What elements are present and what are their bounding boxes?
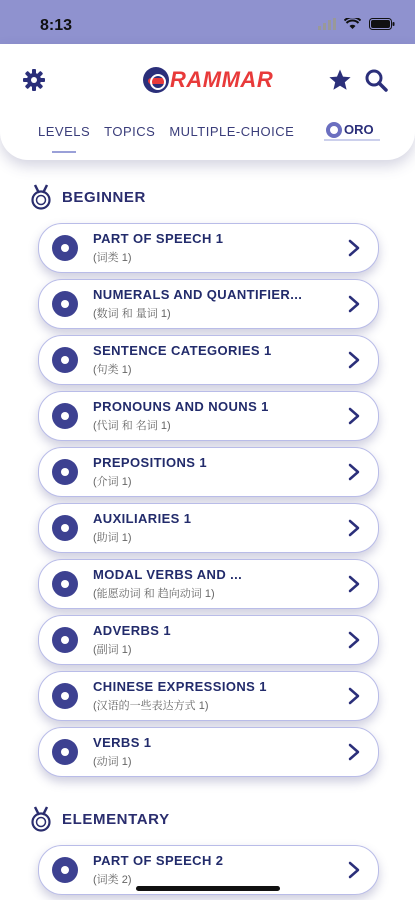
lesson-item[interactable] xyxy=(38,559,379,609)
lesson-subtitle: (词类 2) xyxy=(93,874,132,886)
lesson-disc-icon xyxy=(52,739,78,765)
lesson-item[interactable] xyxy=(38,503,379,553)
lesson-title: CHINESE EXPRESSIONS 1 xyxy=(93,679,267,694)
lesson-subtitle: (副词 1) xyxy=(93,644,132,656)
lesson-item[interactable] xyxy=(38,223,379,273)
chevron-right-icon xyxy=(344,350,364,370)
lesson-subtitle: (汉语的一些表达方式 1) xyxy=(93,700,209,712)
chevron-right-icon xyxy=(344,518,364,538)
section-title: BEGINNER xyxy=(62,188,146,206)
gear-icon xyxy=(22,68,46,92)
tab-levels[interactable]: LEVELS xyxy=(38,124,90,153)
lesson-subtitle: (助词 1) xyxy=(93,532,132,544)
lesson-title: PRONOUNS AND NOUNS 1 xyxy=(93,399,269,414)
search-button[interactable] xyxy=(362,66,390,94)
lesson-subtitle: (介词 1) xyxy=(93,476,132,488)
lesson-subtitle: (句类 1) xyxy=(93,364,132,376)
app-header xyxy=(0,44,415,160)
lesson-item[interactable] xyxy=(38,391,379,441)
lesson-disc-icon xyxy=(52,857,78,883)
tab-multiple-choice[interactable]: MULTIPLE-CHOICE xyxy=(169,124,295,139)
chevron-right-icon xyxy=(344,574,364,594)
lesson-title: PREPOSITIONS 1 xyxy=(93,455,207,470)
chevron-right-icon xyxy=(344,630,364,650)
chevron-right-icon xyxy=(344,294,364,314)
chevron-right-icon xyxy=(344,462,364,482)
chevron-right-icon xyxy=(344,238,364,258)
lesson-item[interactable] xyxy=(38,615,379,665)
medal-icon xyxy=(30,184,52,210)
battery-icon xyxy=(369,18,395,30)
lesson-disc-icon xyxy=(52,571,78,597)
section-elementary xyxy=(30,806,170,832)
chevron-right-icon xyxy=(344,742,364,762)
status-time: 8:13 xyxy=(40,17,73,34)
status-bar xyxy=(0,0,415,50)
chevron-right-icon xyxy=(344,686,364,706)
app-logo xyxy=(143,66,278,94)
lesson-disc-icon xyxy=(52,459,78,485)
section-beginner xyxy=(30,184,146,210)
section-title: ELEMENTARY xyxy=(62,810,170,828)
lesson-subtitle: (动词 1) xyxy=(93,756,132,768)
lesson-subtitle: (数词 和 量词 1) xyxy=(93,308,171,320)
lesson-title: NUMERALS AND QUANTIFIER... xyxy=(93,287,303,302)
lesson-subtitle: (能愿动词 和 趋向动词 1) xyxy=(93,588,215,600)
chevron-right-icon xyxy=(344,860,364,880)
logo-text: RAMMAR xyxy=(170,67,274,92)
lesson-title: SENTENCE CATEGORIES 1 xyxy=(93,343,272,358)
lesson-disc-icon xyxy=(52,235,78,261)
tab-bar xyxy=(38,124,308,153)
lesson-title: PART OF SPEECH 1 xyxy=(93,231,224,246)
lesson-title: PART OF SPEECH 2 xyxy=(93,853,224,868)
lesson-disc-icon xyxy=(52,403,78,429)
lesson-item[interactable] xyxy=(38,671,379,721)
lesson-disc-icon xyxy=(52,347,78,373)
oro-logo[interactable] xyxy=(322,118,382,148)
home-indicator[interactable] xyxy=(136,886,280,891)
tab-topics[interactable]: TOPICS xyxy=(104,124,156,139)
lesson-title: VERBS 1 xyxy=(93,735,152,750)
search-icon xyxy=(364,68,388,92)
lesson-item[interactable] xyxy=(38,279,379,329)
lesson-item[interactable] xyxy=(38,447,379,497)
star-icon xyxy=(328,68,352,92)
lesson-subtitle: (词类 1) xyxy=(93,252,132,264)
lesson-title: ADVERBS 1 xyxy=(93,623,172,638)
oro-label: ORO xyxy=(344,122,374,137)
lesson-item[interactable] xyxy=(38,335,379,385)
status-icons xyxy=(318,18,395,30)
lesson-disc-icon xyxy=(52,627,78,653)
logo-globe-icon xyxy=(143,67,169,93)
settings-button[interactable] xyxy=(20,66,48,94)
lesson-disc-icon xyxy=(52,683,78,709)
signal-icon xyxy=(318,18,336,30)
medal-icon xyxy=(30,806,52,832)
lesson-title: MODAL VERBS AND ... xyxy=(93,567,243,582)
lesson-disc-icon xyxy=(52,515,78,541)
favorites-button[interactable] xyxy=(326,66,354,94)
lesson-item[interactable] xyxy=(38,727,379,777)
lesson-title: AUXILIARIES 1 xyxy=(93,511,192,526)
lesson-subtitle: (代词 和 名词 1) xyxy=(93,420,171,432)
lesson-disc-icon xyxy=(52,291,78,317)
wifi-icon xyxy=(344,18,361,30)
chevron-right-icon xyxy=(344,406,364,426)
